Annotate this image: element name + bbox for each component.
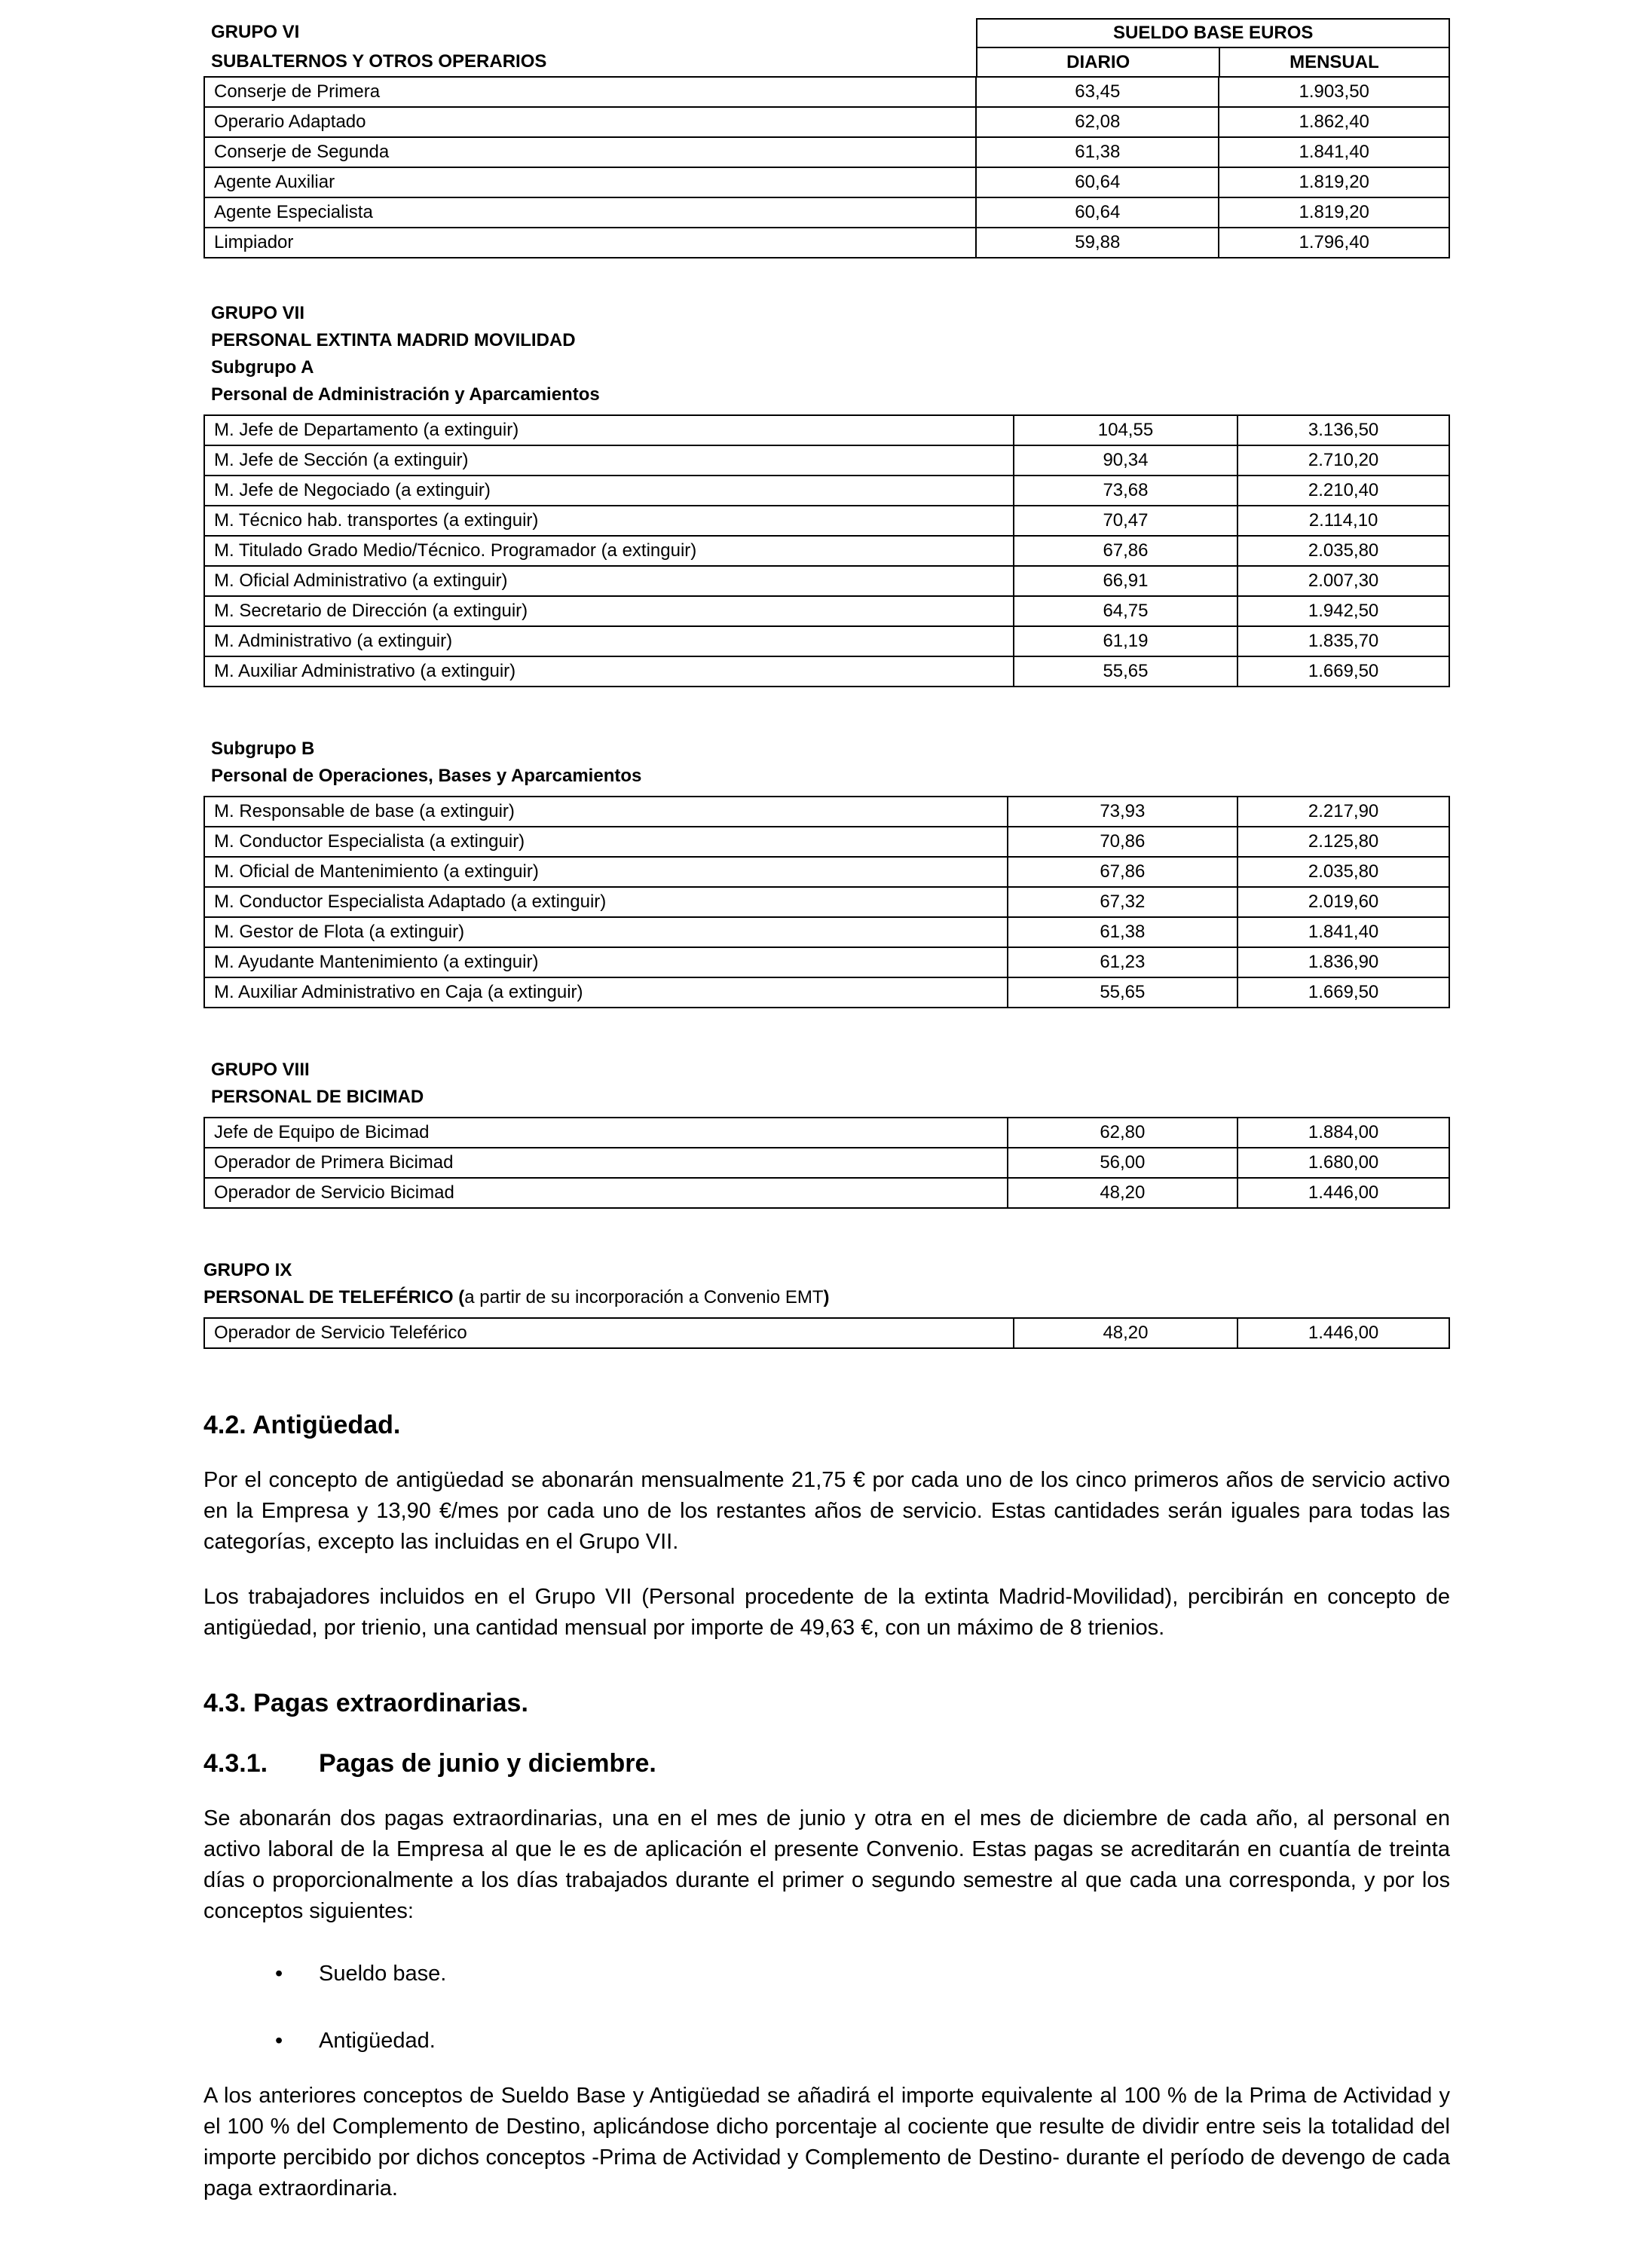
diario-cell: 63,45 [976,77,1219,107]
diario-cell: 55,65 [1008,977,1238,1008]
table-row [204,827,1449,857]
list-item: • Antigüedad. [203,2026,1450,2057]
category-cell: Operador de Servicio Teleférico [204,1318,1014,1348]
section-4-3-heading: 4.3. Pagas extraordinarias. [203,1689,528,1717]
category-cell: Conserje de Segunda [204,137,976,167]
diario-cell: 67,86 [1008,857,1238,887]
salary-header-table [976,18,1450,76]
mensual-cell: 1.884,00 [1237,1118,1449,1148]
group-ix-subtitle [203,1284,1450,1311]
category-cell: M. Auxiliar Administrativo (a extinguir) [204,656,1014,687]
category-cell: M. Auxiliar Administrativo en Caja (a extinguir) [204,977,1008,1008]
diario-column-header: DIARIO [977,47,1219,76]
diario-cell: 70,47 [1014,506,1237,536]
section-4-3-1-number: 4.3.1. [203,1749,268,1778]
diario-cell: 48,20 [1008,1178,1238,1208]
category-cell: M. Técnico hab. transportes (a extinguir) [204,506,1014,536]
mensual-cell: 1.446,00 [1237,1178,1449,1208]
diario-cell: 56,00 [1008,1148,1238,1178]
diario-cell: 104,55 [1014,415,1237,445]
section-4-3-1-paragraph-1: Se abonarán dos pagas extraordinarias, una en el mes de junio y otra en el mes de diciembre de cada año, al personal en activo laboral de la Empresa al que le es de aplicación el presente Convenio. Estas pagas se acreditarán en cuantía de treinta días o proporcionalmente a los días trabajados durante el primer o segundo semestre al que cada una corresponda, y por los conceptos siguientes: [203,1806,1450,1923]
group-viii-title: GRUPO VIII [211,1060,310,1080]
category-cell: M. Jefe de Sección (a extinguir) [204,445,1014,476]
group-vi-section [203,18,1450,258]
mensual-cell: 1.669,50 [1237,977,1449,1008]
mensual-cell: 1.680,00 [1237,1148,1449,1178]
subgrupo-a-title: Subgrupo A [211,357,314,378]
diario-cell: 60,64 [976,167,1219,197]
table-row [977,19,1449,47]
category-cell: M. Titulado Grado Medio/Técnico. Programador (a extinguir) [204,536,1014,566]
group-ix-subtitle-note: a partir de su incorporación a Convenio EMT [464,1287,824,1307]
category-cell: Operador de Servicio Bicimad [204,1178,1008,1208]
category-cell: Agente Auxiliar [204,167,976,197]
section-4-3-1-paragraph-2: A los anteriores conceptos de Sueldo Base y Antigüedad se añadirá el importe equivalente al 100 % de la Prima de Actividad y el 100 % del Complemento de Destino, aplicándose dicho porcentaje al cociente que resulte de dividir entre seis la totalidad del importe percibido por dichos conceptos -Prima de Actividad y Complemento de Destino- durante el período de devengo de cada paga extraordinaria. [203,2084,1450,2200]
table-row [204,137,1449,167]
table-row [977,47,1449,76]
mensual-cell: 1.796,40 [1219,228,1449,258]
diario-cell: 61,38 [1008,917,1238,947]
group-ix-title: GRUPO IX [203,1260,292,1280]
mensual-cell: 1.836,90 [1237,947,1449,977]
table-row [204,1178,1449,1208]
table-row [204,167,1449,197]
mensual-cell: 1.835,70 [1237,626,1449,656]
diario-cell: 67,86 [1014,536,1237,566]
salary-table-grupo-viii [203,1117,1450,1209]
table-row [204,77,1449,107]
group-vi-title: GRUPO VI [211,22,300,42]
mensual-cell: 1.819,20 [1219,167,1449,197]
category-cell: M. Conductor Especialista (a extinguir) [204,827,1008,857]
list-item: • Sueldo base. [203,1959,1450,1989]
table-row [204,445,1449,476]
salary-table-grupo-vii-b [203,796,1450,1008]
subgrupo-b-subtitle: Personal de Operaciones, Bases y Aparcamientos [211,766,642,786]
group-viii-section [203,1057,1450,1209]
category-cell: M. Responsable de base (a extinguir) [204,797,1008,827]
mensual-cell: 1.942,50 [1237,596,1449,626]
subgrupo-b-title: Subgrupo B [211,739,315,759]
table-row [204,228,1449,258]
table-row [204,1318,1449,1348]
table-row [204,947,1449,977]
diario-cell: 60,64 [976,197,1219,228]
category-cell: Jefe de Equipo de Bicimad [204,1118,1008,1148]
mensual-cell: 2.007,30 [1237,566,1449,596]
table-row [204,415,1449,445]
mensual-cell: 2.035,80 [1237,536,1449,566]
diario-cell: 61,23 [1008,947,1238,977]
subgrupo-a-subtitle: Personal de Administración y Aparcamientos [211,384,600,405]
mensual-cell: 2.035,80 [1237,857,1449,887]
mensual-cell: 1.446,00 [1237,1318,1449,1348]
mensual-cell: 1.862,40 [1219,107,1449,137]
salary-table-grupo-vi [203,76,1450,258]
category-cell: M. Jefe de Negociado (a extinguir) [204,476,1014,506]
category-cell: Conserje de Primera [204,77,976,107]
table-row [204,107,1449,137]
diario-cell: 64,75 [1014,596,1237,626]
category-cell: M. Jefe de Departamento (a extinguir) [204,415,1014,445]
mensual-cell: 1.841,40 [1219,137,1449,167]
category-cell: Limpiador [204,228,976,258]
table-row [204,596,1449,626]
salary-table-grupo-ix [203,1317,1450,1349]
group-vi-header [203,18,1450,76]
table-row [204,506,1449,536]
salary-table-grupo-vii-a [203,414,1450,687]
sueldo-base-euros-header: SUELDO BASE EUROS [977,19,1449,47]
table-row [204,566,1449,596]
mensual-cell: 2.114,10 [1237,506,1449,536]
category-cell: Agente Especialista [204,197,976,228]
table-row [204,977,1449,1008]
section-4-2-heading: 4.2. Antigüedad. [203,1411,401,1439]
group-vi-subtitle: SUBALTERNOS Y OTROS OPERARIOS [211,51,547,72]
mensual-cell: 2.210,40 [1237,476,1449,506]
section-4-2-paragraph-2: Los trabajadores incluidos en el Grupo VII (Personal procedente de la extinta Madrid-Movilidad), percibirán en concepto de antigüedad, por trienio, una cantidad mensual por importe de 49,63 €, con un máximo de 8 trienios. [203,1585,1450,1640]
category-cell: Operador de Primera Bicimad [204,1148,1008,1178]
category-cell: M. Administrativo (a extinguir) [204,626,1014,656]
mensual-cell: 1.903,50 [1219,77,1449,107]
diario-cell: 73,68 [1014,476,1237,506]
diario-cell: 61,38 [976,137,1219,167]
mensual-cell: 1.669,50 [1237,656,1449,687]
diario-cell: 67,32 [1008,887,1238,917]
table-row [204,1118,1449,1148]
mensual-cell: 3.136,50 [1237,415,1449,445]
table-row [204,1148,1449,1178]
table-row [204,857,1449,887]
diario-cell: 90,34 [1014,445,1237,476]
category-cell: M. Ayudante Mantenimiento (a extinguir) [204,947,1008,977]
category-cell: M. Oficial Administrativo (a extinguir) [204,566,1014,596]
concepts-bullet-list [203,1959,1450,2057]
table-row [204,917,1449,947]
section-4-3-1-heading [203,1748,1450,1779]
mensual-cell: 2.217,90 [1237,797,1449,827]
group-vi-titles [203,18,976,76]
section-4-3-1-title: Pagas de junio y diciembre. [319,1749,656,1778]
table-row [204,476,1449,506]
table-row [204,536,1449,566]
table-row [204,197,1449,228]
table-row [204,656,1449,687]
table-row [204,887,1449,917]
diario-cell: 62,80 [1008,1118,1238,1148]
diario-cell: 62,08 [976,107,1219,137]
category-cell: Operario Adaptado [204,107,976,137]
diario-cell: 55,65 [1014,656,1237,687]
table-row [204,626,1449,656]
mensual-cell: 1.819,20 [1219,197,1449,228]
category-cell: M. Secretario de Dirección (a extinguir) [204,596,1014,626]
group-vii-subtitle: PERSONAL EXTINTA MADRID MOVILIDAD [211,330,576,350]
diario-cell: 61,19 [1014,626,1237,656]
group-vii-b-section [203,736,1450,1008]
diario-cell: 59,88 [976,228,1219,258]
mensual-cell: 2.019,60 [1237,887,1449,917]
group-viii-subtitle: PERSONAL DE BICIMAD [211,1087,424,1107]
group-vii-a-section [203,300,1450,687]
group-vii-title: GRUPO VII [211,303,305,323]
mensual-cell: 2.710,20 [1237,445,1449,476]
group-ix-section [203,1257,1450,1349]
diario-cell: 66,91 [1014,566,1237,596]
category-cell: M. Oficial de Mantenimiento (a extinguir) [204,857,1008,887]
group-ix-subtitle-close: ) [823,1287,830,1307]
section-4-2-paragraph-1: Por el concepto de antigüedad se abonarán mensualmente 21,75 € por cada uno de los cinco primeros años de servicio activo en la Empresa y 13,90 €/mes por cada uno de los restantes años de servicio. Estas cantidades serán iguales para todas las categorías, excepto las incluidas en el Grupo VII. [203,1468,1450,1554]
diario-cell: 70,86 [1008,827,1238,857]
category-cell: M. Conductor Especialista Adaptado (a extinguir) [204,887,1008,917]
table-row [204,797,1449,827]
group-ix-subtitle-bold: PERSONAL DE TELEFÉRICO ( [203,1287,465,1307]
diario-cell: 48,20 [1014,1318,1237,1348]
mensual-cell: 2.125,80 [1237,827,1449,857]
mensual-column-header: MENSUAL [1219,47,1449,76]
diario-cell: 73,93 [1008,797,1238,827]
mensual-cell: 1.841,40 [1237,917,1449,947]
category-cell: M. Gestor de Flota (a extinguir) [204,917,1008,947]
